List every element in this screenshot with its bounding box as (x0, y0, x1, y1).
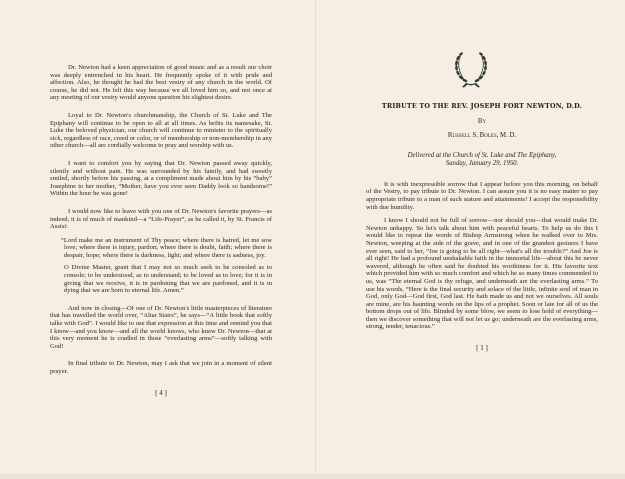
delivery-venue: Delivered at the Church of St. Luke and The Epiphany, (407, 151, 557, 159)
delivery-note (366, 152, 598, 168)
paragraph: I want to comfort you by saying that Dr. Newton passed away quickly, silently and without pain. He was surrounded by his family, and had sweetly smiled, shortly before his passing, at a compliment made about him by his “baby” Josephine to her mother, “Mother, have you ever seen Daddy look so handsome!” Within the hour he was gone! (50, 159, 272, 198)
paragraph: Dr. Newton had a keen appreciation of good music and as a result our choir was deeply entrenched in his heart. He frequently spoke of it with pride and affection. Also, he thought he had the best vestry of any church in the world. Of course, he did not. He felt this way because we all loved him so, and not once at any meeting of our vestry would anyone question his slightest desire. (50, 64, 272, 102)
paragraph: And now in closing—Of one of Dr. Newton's little masterpieces of literature that has travelled the world over, “Altar Stairs”, he says—“A little book that softly talks with God”. I would like to use that expression at this time and remind you that I know—and you know—and all the world knows, who knew Dr. Newton—that at this very moment he is cradled in those “everlasting arms”—softly talking with God! (50, 304, 272, 350)
page-right (316, 0, 625, 479)
paragraph: Loyal to Dr. Newton's churchmanship, the Church of St. Luke and The Epiphany will continue to be open to all at all times. As befits its namesake, St. Luke the beloved physician, our church will continue to minister to the spiritually sick, regardless of race, creed or color, or of membership or non-membership in any other church—all are cordially welcome to pray and worship with us. (50, 111, 272, 150)
paragraph: It is with inexpressible sorrow that I appear before you this morning, on behalf of the Vestry, to pay tribute to Dr. Newton. I can assure you it is no easy matter to pay appropriate tribute to a man of such stature and attainments! I accept the responsibility with due humility. (366, 180, 598, 211)
scan-bottom-edge (0, 474, 625, 479)
page-number: [ 1 ] (476, 344, 488, 353)
prayer-stanza: “Lord make me an instrument of Thy peace; where there is hatred, let me sow love; where there is injury, pardon; where there is doubt, faith; where there is despair, hope; where there is darkness, light; and where there is sadness, joy. (61, 236, 272, 259)
paragraph: I would now like to leave with you one of Dr. Newton's favorite prayers—as indeed, it is of much of mankind—a “Life-Prayer”, as he called it, by St. Francis of Assisi: (50, 207, 272, 231)
byline-label: By (477, 117, 487, 125)
left-page-text (50, 64, 272, 407)
delivery-date: Sunday, January 29, 1950. (445, 159, 519, 167)
page-number: [ 4 ] (155, 388, 167, 397)
prayer-stanza: O Divine Master, grant that I may not so much seek to be consoled as to console; to be understood, as to understand; to be loved as to love; for it is in giving that we receive, it is in pardoning that we are pardoned, and it is in dying that we are born to eternal life. Amen.” (64, 264, 272, 295)
wreath-icon (453, 48, 489, 90)
paragraph: I know I should not be full of sorrow—nor should you—that would make Dr. Newton unhappy. So let's talk about him with peaceful hearts. To help us do this I would like to repeat the words of Bishop Armstrong when he walked over to Mrs. Newton, weeping at the side of the grave, and in one of the grandest gestures I have ever seen, said to her, “Joe is going to be all right—what's all the trouble?” And Joe is all right! He had a profound unshakable faith in the immortal life—about this he never wavered, although he often said he doubted his worthiness for it. His favorite text which provided him with so much comfort and which he so many times commended to us, was “The eternal God is thy refuge, and underneath are the everlasting arms.” To use his words, “Here is the final security and solace of the little, infinite soul of man in God, only God—God first, God last. He hath made us and not we ourselves. All souls are mine, are his haunting words on the lips of a prophet. Soon or late for all of us the bottom drops out of life. Blinded by some blow, we seem to lose hold of everything—then we discover something that will not let us go; underneath are the everlasting arms, strong, tender, tenacious.” (366, 217, 598, 331)
paragraph: In final tribute to Dr. Newton, may I ask that we join in a moment of silent prayer. (50, 360, 272, 375)
right-page-text (366, 103, 598, 363)
page-title: TRIBUTE TO THE REV. JOSEPH FORT NEWTON, D.D. (381, 102, 583, 110)
author-name: Russell S. Boles, M. D. (447, 132, 517, 140)
